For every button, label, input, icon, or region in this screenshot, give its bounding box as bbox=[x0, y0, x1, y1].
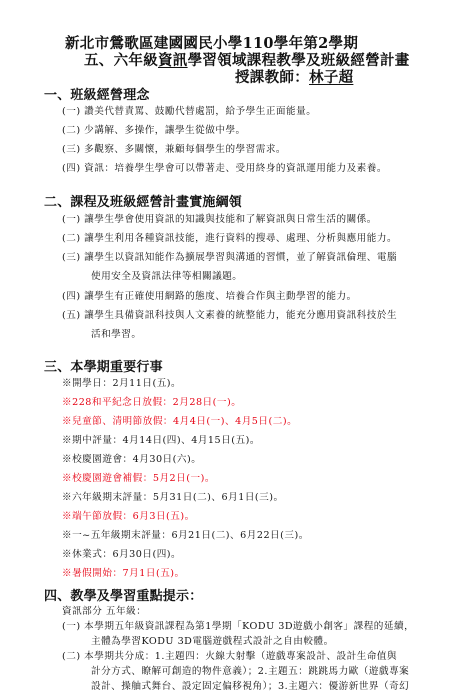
document-title: 新北市鶯歌區建國國民小學110學年第2學期 bbox=[65, 35, 359, 52]
section4-line: (一) 本學期五年級資訊課程為第1學期「KODU 3D遊戲小創客」課程的延續， bbox=[62, 621, 415, 632]
schedule-item: ※六年級期末評量：5月31日(二)、6月1日(三)。 bbox=[62, 492, 284, 503]
schedule-item-holiday: ※端午節放假：6月3日(五)。 bbox=[62, 511, 195, 522]
section4-line: 設計、操舳式舞台、設定固定偏移視角）；3.主題六：優游新世界（奇幻 bbox=[91, 681, 410, 692]
teacher-label: 授課教師： bbox=[235, 69, 309, 86]
section1-item: (一) 讚美代替責罵、鼓勵代替處罰，給予學生正面能量。 bbox=[62, 106, 317, 117]
teacher-line bbox=[235, 71, 353, 86]
schedule-item: ※期中評量：4月14日(四)、4月15日(五)。 bbox=[62, 435, 260, 446]
section1-item: (四) 資訊：培養學生學會可以帶著走、受用終身的資訊運用能力及素養。 bbox=[62, 163, 387, 174]
document-subtitle bbox=[84, 54, 410, 69]
section2-item: (四) 讓學生有正確使用網路的態度、培養合作與主動學習的能力。 bbox=[62, 291, 357, 302]
teacher-name: 林子超 bbox=[309, 69, 354, 86]
subtitle-rest: 學習領域課程教學及班級經營計畫 bbox=[187, 52, 410, 69]
section1-heading: 一、班級經營理念 bbox=[44, 88, 150, 103]
section4-heading: 四、教學及學習重點提示： bbox=[44, 589, 203, 604]
section2-item: (三) 讓學生以資訊知能作為擴展學習與溝通的習慣，並了解資訊倫理、電腦 bbox=[62, 252, 398, 263]
schedule-item: ※開學日：2月11日(五)。 bbox=[62, 378, 182, 389]
section1-item: (二) 少講解、多操作，讓學生從做中學。 bbox=[62, 125, 246, 136]
section2-item-continued: 活和學習。 bbox=[91, 329, 142, 340]
section4-line: (二) 本學期共分成：1.主題四：火線大射擊（遊戲專案設計、設計生命值與 bbox=[62, 651, 398, 662]
schedule-item-holiday: ※228和平紀念日放假：2月28日(一)。 bbox=[62, 397, 242, 408]
schedule-item-holiday: ※校慶園遊會補假：5月2日(一)。 bbox=[62, 473, 215, 484]
section2-item-continued: 使用安全及資訊法律等相關議題。 bbox=[91, 271, 243, 282]
subtitle-subject: 資訊 bbox=[158, 52, 188, 69]
section2-item: (一) 讓學生學會使用資訊的知識與技能和了解資訊與日常生活的關係。 bbox=[62, 214, 377, 225]
schedule-item-holiday: ※兒童節、清明節放假：4月4日(一)、4月5日(二)。 bbox=[62, 416, 298, 427]
section2-item: (二) 讓學生利用各種資訊技能，進行資料的搜尋、處理、分析與應用能力。 bbox=[62, 233, 398, 244]
section4-line: 計分方式、瞭解可創造的物件意義）；2.主題五：跳跳馬力歐（遊戲專案 bbox=[91, 666, 410, 677]
section1-item: (三) 多觀察、多關懷，兼顧每個學生的學習需求。 bbox=[62, 144, 287, 155]
schedule-item: ※一~五年級期末評量：6月21日(二)、6月22日(三)。 bbox=[62, 530, 309, 541]
section4-subheading: 資訊部分 五年級： bbox=[62, 606, 147, 617]
schedule-item: ※休業式：6月30日(四)。 bbox=[62, 549, 182, 560]
section2-item: (五) 讓學生具備資訊科技與人文素養的統整能力，能充分應用資訊科技於生 bbox=[62, 310, 398, 321]
schedule-item-holiday: ※暑假開始：7月1日(五)。 bbox=[62, 568, 185, 579]
schedule-item: ※校慶園遊會：4月30日(六)。 bbox=[62, 454, 202, 465]
section3-heading: 三、本學期重要行事 bbox=[44, 360, 163, 375]
section2-heading: 二、課程及班級經營計畫實施綱領 bbox=[44, 195, 243, 210]
section4-line: 主體為學習KODU 3D電腦遊戲程式設計之自由較體。 bbox=[91, 636, 334, 647]
subtitle-grade: 五、六年級 bbox=[84, 52, 158, 69]
